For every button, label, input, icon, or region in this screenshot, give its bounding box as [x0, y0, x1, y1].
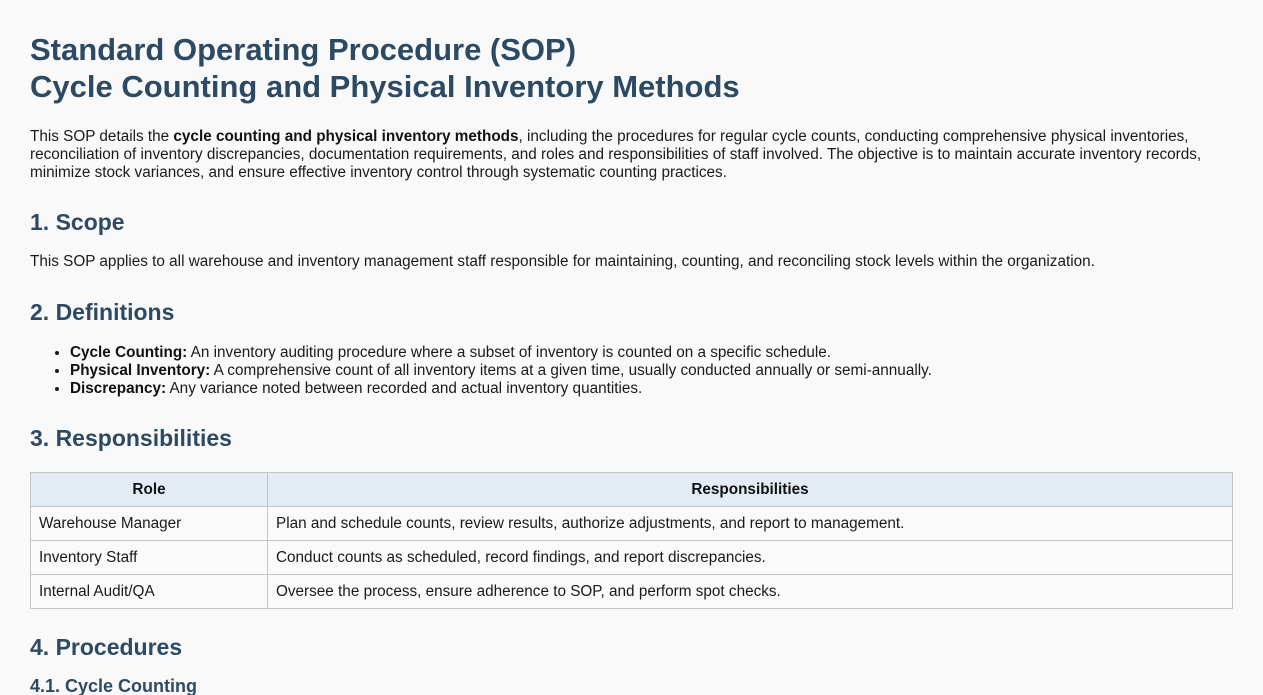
definition-item-cycle-counting: [70, 344, 1233, 362]
table-row: [31, 575, 1233, 609]
role-cell: Internal Audit/QA: [31, 575, 268, 609]
definitions-list: [30, 344, 1233, 398]
scope-heading: 1. Scope: [30, 209, 125, 235]
table-row: [31, 541, 1233, 575]
definition-text: An inventory auditing procedure where a subset of inventory is counted on a specific schedule.: [187, 344, 831, 361]
definition-term: Discrepancy:: [70, 380, 167, 397]
column-header-role: Role: [31, 473, 268, 507]
table-header-row: [31, 473, 1233, 507]
title-line-2: Cycle Counting and Physical Inventory Methods: [30, 69, 740, 104]
table-row: [31, 507, 1233, 541]
definition-text: Any variance noted between recorded and actual inventory quantities.: [166, 380, 643, 397]
definition-term: Cycle Counting:: [70, 344, 188, 361]
role-cell: Inventory Staff: [31, 541, 268, 575]
responsibility-cell: Oversee the process, ensure adherence to SOP, and perform spot checks.: [268, 575, 1233, 609]
column-header-responsibilities: Responsibilities: [268, 473, 1233, 507]
definition-item-discrepancy: [70, 380, 1233, 398]
intro-text-after: , including the procedures for regular cycle counts, conducting comprehensive physical inventories, reconciliation of inventory discrepancies, documentation requirements, and roles and responsibilities of staff involved. The objective is to maintain accurate inventory records, minimize stock variances, and ensure effective inventory control through systematic counting practices.: [30, 128, 1202, 181]
definition-term: Physical Inventory:: [70, 362, 211, 379]
title-line-1: Standard Operating Procedure (SOP): [30, 32, 577, 67]
definition-text: A comprehensive count of all inventory items at a given time, usually conducted annually or semi-annually.: [210, 362, 932, 379]
cycle-counting-subheading: 4.1. Cycle Counting: [30, 676, 198, 695]
procedures-heading: 4. Procedures: [30, 634, 183, 660]
responsibility-cell: Plan and schedule counts, review results, authorize adjustments, and report to management.: [268, 507, 1233, 541]
intro-text-before: This SOP details the: [30, 128, 174, 145]
scope-paragraph: This SOP applies to all warehouse and inventory management staff responsible for maintaining, counting, and reconciling stock levels within the organization.: [30, 253, 1095, 270]
definition-item-physical-inventory: [70, 362, 1233, 380]
responsibility-cell: Conduct counts as scheduled, record findings, and report discrepancies.: [268, 541, 1233, 575]
intro-text-bold: cycle counting and physical inventory methods: [173, 128, 519, 145]
intro-paragraph: [30, 128, 1233, 182]
definitions-heading: 2. Definitions: [30, 299, 175, 325]
page-title: [30, 0, 1233, 105]
responsibilities-heading: 3. Responsibilities: [30, 425, 232, 451]
role-cell: Warehouse Manager: [31, 507, 268, 541]
responsibilities-table: [30, 472, 1233, 609]
